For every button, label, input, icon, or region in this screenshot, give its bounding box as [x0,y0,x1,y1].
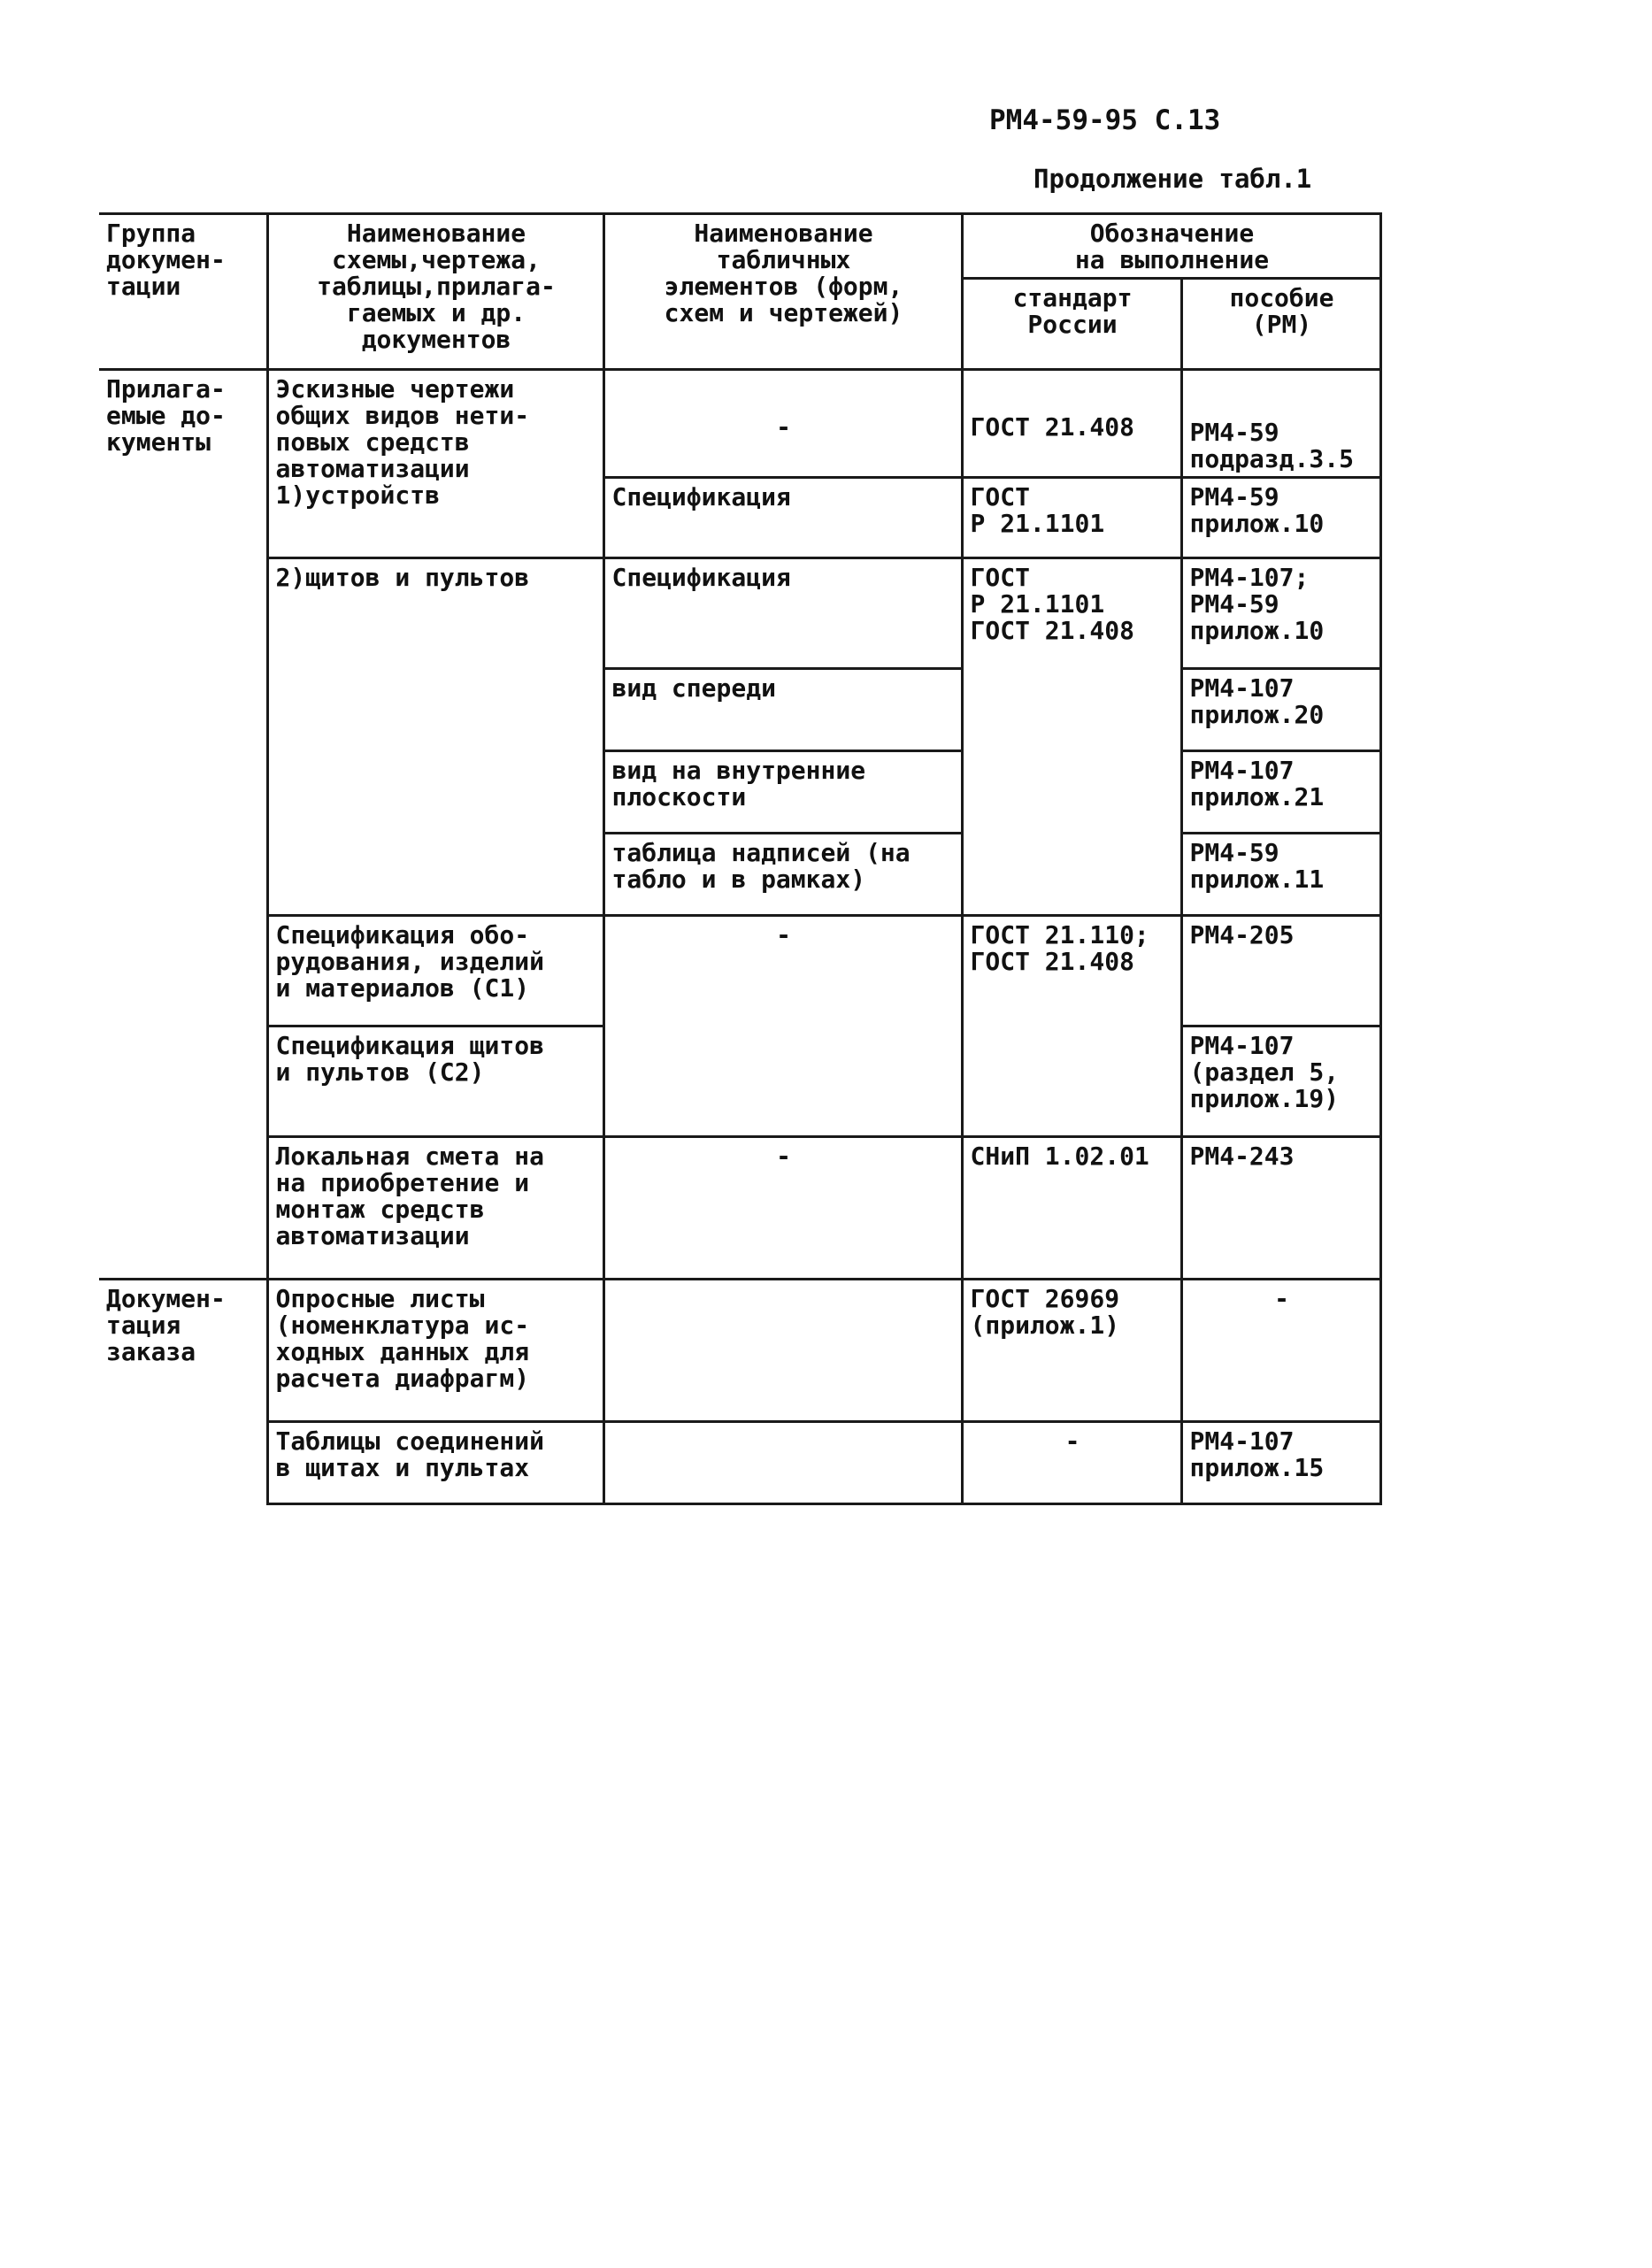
cell-standard: ГОСТ 26969 (прилож.1) [962,1280,1181,1422]
cell-manual: РМ4-107 (раздел 5, прилож.19) [1181,1026,1380,1137]
table-row [99,558,1380,669]
cell-manual: РМ4-107; РМ4-59 прилож.10 [1181,558,1380,669]
cell-manual: РМ4-243 [1181,1137,1380,1280]
cell-standard: ГОСТ Р 21.1101 ГОСТ 21.408 [962,558,1181,916]
cell-name: Таблицы соединений в щитах и пультах [267,1422,603,1504]
cell-manual: РМ4-59 прилож.10 [1181,478,1380,558]
cell-element: Спецификация [603,478,962,558]
table-continuation-label: Продолжение табл.1 [1033,164,1312,194]
table-header-row [99,214,1380,279]
cell-standard: ГОСТ Р 21.1101 [962,478,1181,558]
cell-name: Опросные листы (номенклатура ис- ходных данных для расчета диафрагм) [267,1280,603,1422]
cell-manual: РМ4-107 прилож.20 [1181,669,1380,751]
cell-manual: РМ4-107 прилож.21 [1181,751,1380,834]
cell-element: таблица надписей (на табло и в рамках) [603,834,962,916]
cell-manual: - [1181,1280,1380,1422]
header-manual: пособие (РМ) [1181,279,1380,370]
header-standard: стандарт России [962,279,1181,370]
header-name: Наименование схемы,чертежа, таблицы,прилага- гаемых и др. документов [267,214,603,370]
cell-group: Прилага- емые до- кументы [99,370,267,1280]
cell-manual: РМ4-59 прилож.11 [1181,834,1380,916]
cell-element: - [603,1137,962,1280]
cell-element [603,1280,962,1422]
table-row [99,1137,1380,1280]
cell-name: Локальная смета на на приобретение и монтаж средств автоматизации [267,1137,603,1280]
cell-element: вид спереди [603,669,962,751]
cell-element: вид на внутренние плоскости [603,751,962,834]
cell-standard: СНиП 1.02.01 [962,1137,1181,1280]
cell-group: Докумен- тация заказа [99,1280,267,1504]
cell-name: Эскизные чертежи общих видов нети- повых средств автоматизации 1)устройств [267,370,603,558]
table-row [99,916,1380,1026]
cell-name: Спецификация щитов и пультов (С2) [267,1026,603,1137]
documents-table [99,212,1382,1505]
header-table-elements: Наименование табличных элементов (форм, схем и чертежей) [603,214,962,370]
table-row [99,370,1380,478]
cell-manual: РМ4-205 [1181,916,1380,1026]
header-group: Группа докумен- тации [99,214,267,370]
cell-manual: РМ4-107 прилож.15 [1181,1422,1380,1504]
cell-element [603,1422,962,1504]
document-code: РМ4-59-95 С.13 [989,104,1221,136]
table-row [99,1280,1380,1422]
table-row [99,1422,1380,1504]
cell-name: 2)щитов и пультов [267,558,603,916]
cell-manual: РМ4-59 подразд.3.5 [1181,370,1380,478]
cell-element: Спецификация [603,558,962,669]
cell-name: Спецификация обо- рудования, изделий и материалов (С1) [267,916,603,1026]
cell-element: - [603,370,962,478]
header-designation: Обозначение на выполнение [962,214,1380,279]
cell-standard: ГОСТ 21.408 [962,370,1181,478]
cell-element: - [603,916,962,1137]
cell-standard: ГОСТ 21.110; ГОСТ 21.408 [962,916,1181,1137]
cell-standard: - [962,1422,1181,1504]
